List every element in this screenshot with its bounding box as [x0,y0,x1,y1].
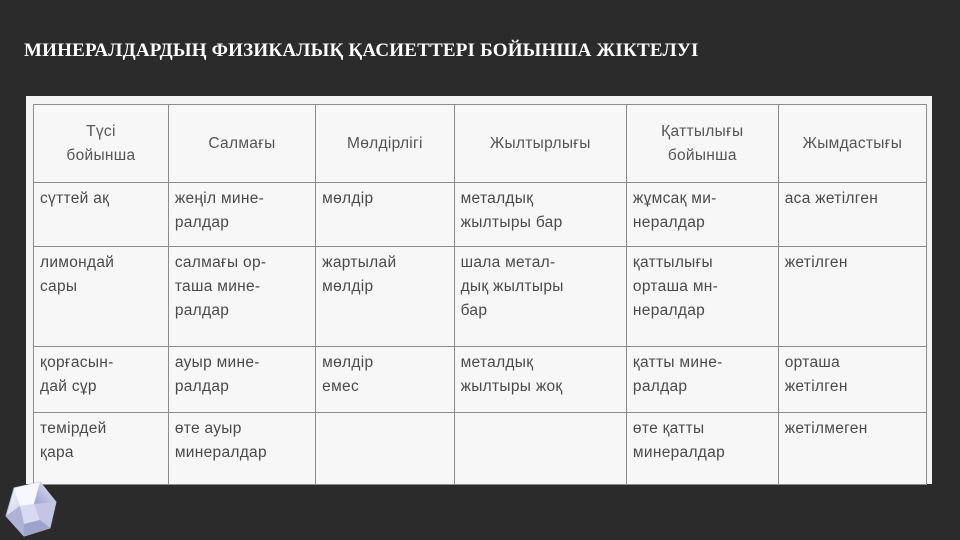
table-cell [778,413,926,485]
cell-text: өте қатты минералдар [632,420,725,461]
header-label: Салмағы [208,134,276,152]
cell-text: қорғасын- дай сұр [40,354,114,395]
table-cell [626,247,778,347]
cell-text: металдық жылтыры бар [460,190,563,231]
header-label: Түсі бойынша [66,122,136,164]
cell-text: мөлдір емес [322,354,374,395]
header-label: Қаттылығы бойынша [661,122,744,164]
minerals-classification-table [33,104,927,485]
cell-text: орташа жетілген [784,354,848,395]
table-cell [168,183,315,247]
table-row [34,247,927,347]
cell-text: ауыр мине- ралдар [174,354,260,395]
table-cell [454,183,626,247]
cell-text: мөлдір [322,190,374,207]
table-cell [34,183,169,247]
table-header-row [34,105,927,183]
cell-text: металдық жылтыры жоқ [460,354,563,395]
cell-text: салмағы ор- таша мине- ралдар [174,254,267,319]
table-cell [168,413,315,485]
table-row [34,413,927,485]
cell-text: шала метал- дық жылтыры бар [460,254,564,319]
table-cell [316,413,454,485]
table-cell [316,347,454,413]
crystal-gem-icon [0,478,62,540]
header-color [34,105,169,183]
cell-text: сүттей ақ [40,190,110,207]
table-cell [626,347,778,413]
header-weight [168,105,315,183]
table-cell [778,247,926,347]
table-cell [316,247,454,347]
cell-text: жетілген [784,254,848,271]
table-cell [454,413,626,485]
cell-text: жеңіл мине- ралдар [174,190,265,231]
cell-text: лимондай сары [40,254,115,295]
header-transparency [316,105,454,183]
table-cell [778,183,926,247]
cell-text: темірдей қара [40,420,107,461]
cell-text: жетілмеген [784,420,868,437]
table-row [34,347,927,413]
cell-text: аса жетілген [784,190,879,207]
slide-title: МИНЕРАЛДАРДЫҢ ФИЗИКАЛЫҚ ҚАСИЕТТЕРІ БОЙЫНША ЖІКТЕЛУІ [24,40,699,61]
cell-text: өте ауыр минералдар [174,420,267,461]
cell-text: қатты мине- ралдар [632,354,723,395]
table-cell [778,347,926,413]
header-hardness [626,105,778,183]
table-cell [316,183,454,247]
header-label: Жымдастығы [802,134,903,152]
table-cell [34,413,169,485]
table-cell [626,183,778,247]
table-cell [168,247,315,347]
table-cell [454,247,626,347]
cell-text: қаттылығы орташа мн- нералдар [632,254,719,319]
table-row [34,183,927,247]
table-cell [34,247,169,347]
table-cell [626,413,778,485]
header-cleavage [778,105,926,183]
cell-text: жартылай мөлдір [322,254,397,295]
minerals-table-image [26,96,932,484]
header-label: Мөлдірлігі [347,134,423,152]
header-luster [454,105,626,183]
table-cell [34,347,169,413]
header-label: Жылтырлығы [489,134,591,152]
table-cell [454,347,626,413]
table-cell [168,347,315,413]
cell-text: жұмсақ ми- нералдар [632,190,717,231]
